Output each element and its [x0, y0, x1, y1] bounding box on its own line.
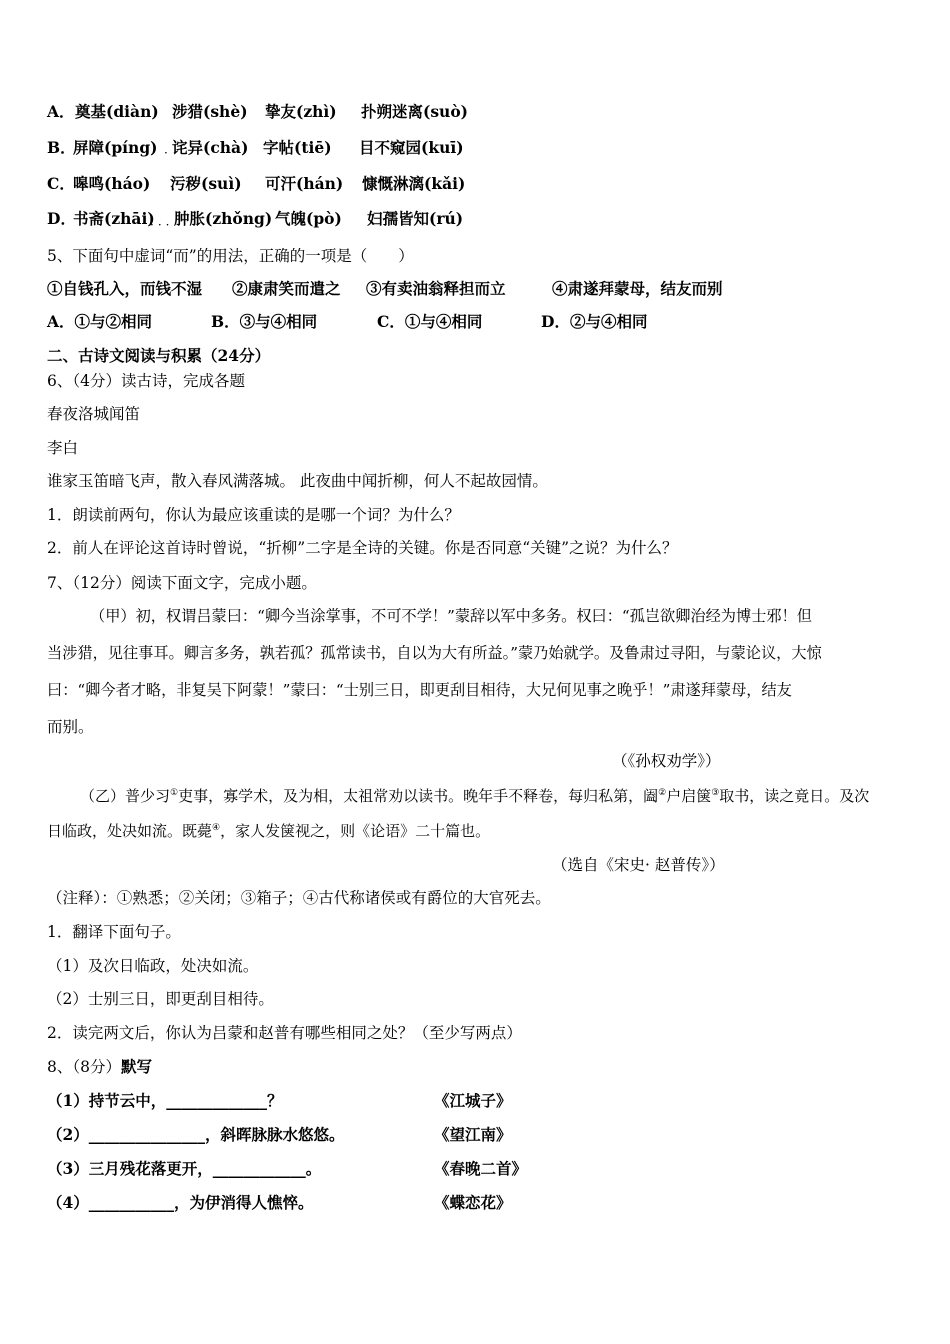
emphasis-dots: ··· [150, 218, 174, 232]
passage-yi-line-1 [80, 786, 869, 806]
passage-jia-line-4: 而别。 [47, 718, 94, 736]
q7-sub-question-1: 1．翻译下面句子。 [47, 923, 181, 941]
dictation-text: （1）持节云中，_____________？ [47, 1091, 283, 1110]
option-word-3: 可汗(hán) [265, 174, 344, 193]
option-label: C． [47, 174, 75, 193]
dictation-source: 《蝶恋花》 [434, 1193, 512, 1212]
option-word-4: 扑朔迷离(suò) [361, 102, 469, 121]
dictation-source: 《望江南》 [434, 1125, 512, 1144]
option-label: A． [47, 102, 75, 121]
emphasis-dot: · [164, 146, 168, 160]
option-word-1: 书斋(zhāi) [73, 209, 155, 228]
footnote-marker: ② [658, 788, 667, 798]
q5-option-d: D．②与④相同 [541, 312, 648, 331]
dictation-source: 《江城子》 [434, 1091, 512, 1110]
poem-text: 谁家玉笛暗飞声，散入春风满落城。 此夜曲中闻折柳，何人不起故园情。 [47, 472, 548, 490]
passage-yi-source: （选自《宋史· 赵普传》） [552, 856, 725, 874]
option-word-2: 诧异(chà) [172, 138, 249, 157]
option-label: D． [47, 209, 76, 228]
section-heading: 二、古诗文阅读与积累（24分） [47, 346, 271, 365]
q7-stem: 7、（12分）阅读下面文字，完成小题。 [47, 574, 317, 592]
q8-stem-title: 默写 [120, 1057, 152, 1076]
passage-yi-text: （乙）普少习 [80, 787, 171, 805]
option-label: B． [47, 138, 76, 157]
dictation-source: 《春晚二首》 [434, 1159, 528, 1178]
q5-sentence-2: ②康肃笑而遣之 [232, 279, 341, 298]
q6-sub-question-2: 2．前人在评论这首诗时曾说，“折柳”二字是全诗的关键。你是否同意“关键”之说？为什么？ [47, 539, 678, 557]
q6-stem: 6、（4分）读古诗，完成各题 [47, 372, 245, 390]
footnotes: （注释）：①熟悉；②关闭；③箱子；④古代称诸侯或有爵位的大官死去。 [47, 889, 551, 907]
passage-jia-line-1: （甲）初，权谓吕蒙曰：“卿今当涂掌事，不可不学！”蒙辞以军中多务。权曰：“孤岂欲卿治经为博士邪！但 [90, 607, 812, 625]
footnote-marker: ③ [711, 788, 720, 798]
passage-yi-text: 户启箧 [666, 787, 712, 805]
passage-yi-text: 吏事，寡学术，及为相，太祖常劝以读书。晚年手不释卷，每归私第，阖 [178, 787, 659, 805]
option-word-1: 奠基(diàn) [75, 102, 159, 121]
q7-sub-question-2: 2．读完两文后，你认为吕蒙和赵普有哪些相同之处？（至少写两点） [47, 1024, 522, 1042]
passage-yi-text: ，家人发箧视之，则《论语》二十篇也。 [220, 822, 491, 840]
option-word-4: 慷慨淋漓(kǎi) [362, 174, 466, 193]
q6-sub-question-1: 1．朗读前两句，你认为最应该重读的是哪一个词？为什么？ [47, 506, 460, 524]
option-word-3: 挚友(zhì) [265, 102, 337, 121]
passage-yi-line-2 [47, 821, 490, 841]
dictation-text: （2）_______________，斜晖脉脉水悠悠。 [47, 1125, 345, 1144]
q5-stem: 5、下面句中虚词“而”的用法，正确的一项是（ ） [47, 247, 414, 265]
passage-yi-text: 日临政，处决如流。既薨 [47, 822, 213, 840]
footnote-marker: ④ [212, 823, 221, 833]
q8-stem-number: 8、（8分） [47, 1058, 121, 1076]
poem-author: 李白 [47, 439, 79, 457]
option-word-2: 涉猎(shè) [172, 102, 248, 121]
option-word-1: 屏障(píng) [73, 138, 158, 157]
option-word-3: 字帖(tiē) [263, 138, 332, 157]
q7-sub-question-1b: （2）士别三日，即更刮目相待。 [47, 990, 274, 1008]
option-word-3: 气魄(pò) [275, 209, 342, 228]
option-word-4: 目不窥园(kuī) [359, 138, 464, 157]
passage-jia-line-3: 曰：“卿今者才略，非复吴下阿蒙！”蒙曰：“士别三日，即更刮目相待，大兄何见事之晚乎！”肃遂拜蒙母，结友 [47, 681, 792, 699]
passage-jia-source: （《孙权劝学》） [612, 752, 721, 770]
dictation-text: （4）___________，为伊消得人憔悴。 [47, 1193, 314, 1212]
footnote-marker: ① [170, 788, 179, 798]
passage-jia-line-2: 当涉猎，见往事耳。卿言多务，孰若孤？孤常读书，自以为大有所益。”蒙乃始就学。及鲁肃过寻阳，与蒙论议，大惊 [47, 644, 822, 662]
poem-title: 春夜洛城闻笛 [47, 405, 141, 423]
dictation-text: （3）三月残花落更开，____________。 [47, 1159, 322, 1178]
option-word-2: 肿胀(zhǒng) [174, 209, 273, 228]
q5-sentence-1: ①自钱孔入，而钱不湿 [47, 279, 203, 298]
option-word-2: 污秽(suì) [170, 174, 242, 193]
q5-option-c: C．①与④相同 [377, 312, 483, 331]
option-word-4: 妇孺皆知(rú) [367, 209, 464, 228]
q5-sentence-4: ④肃遂拜蒙母，结友而别 [552, 279, 723, 298]
q8-stem [47, 1057, 152, 1077]
q5-option-b: B．③与④相同 [211, 312, 318, 331]
q5-sentence-3: ③有卖油翁释担而立 [366, 279, 506, 298]
passage-yi-text: 取书，读之竟日。及次 [719, 787, 870, 805]
q7-sub-question-1a: （1）及次日临政，处决如流。 [47, 957, 259, 975]
option-word-1: 嗥鸣(háo) [73, 174, 151, 193]
q5-option-a: A．①与②相同 [47, 312, 153, 331]
